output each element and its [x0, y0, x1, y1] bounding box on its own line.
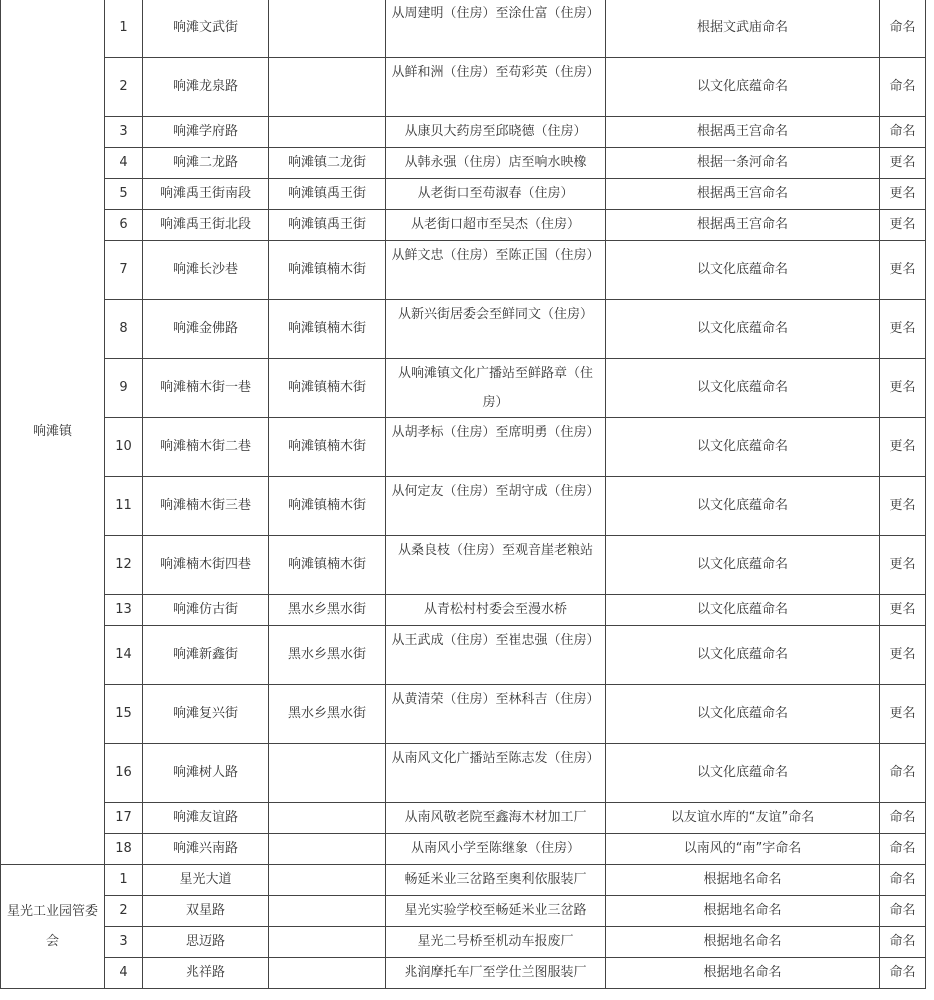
row-number-cell: 18	[105, 834, 143, 865]
naming-reason-cell: 以文化底蕴命名	[606, 744, 880, 803]
road-name-cell: 响滩树人路	[143, 744, 269, 803]
range-cell: 从老街口至苟淑春（住房）	[386, 179, 606, 210]
row-number-cell: 12	[105, 536, 143, 595]
naming-reason-cell: 以文化底蕴命名	[606, 626, 880, 685]
town-cell: 响滩镇	[1, 0, 105, 865]
road-name-cell: 响滩楠木街二巷	[143, 418, 269, 477]
road-name-cell: 响滩二龙路	[143, 148, 269, 179]
old-name-cell: 黑水乡黑水街	[269, 685, 386, 744]
range-cell: 从鲜文忠（住房）至陈正国（住房）	[386, 241, 606, 300]
action-type-cell: 命名	[880, 865, 926, 896]
table-row	[1, 117, 926, 148]
old-name-cell: 响滩镇楠木街	[269, 536, 386, 595]
road-name-cell: 响滩友谊路	[143, 803, 269, 834]
naming-reason-cell: 以南风的“南”字命名	[606, 834, 880, 865]
action-type-cell: 更名	[880, 595, 926, 626]
road-name-cell: 响滩新鑫街	[143, 626, 269, 685]
row-number-cell: 1	[105, 0, 143, 58]
road-name-cell: 响滩仿古街	[143, 595, 269, 626]
range-cell: 从青松村村委会至漫水桥	[386, 595, 606, 626]
table-row	[1, 0, 926, 58]
table-row	[1, 927, 926, 958]
action-type-cell: 更名	[880, 300, 926, 359]
action-type-cell: 更名	[880, 210, 926, 241]
road-name-cell: 响滩学府路	[143, 117, 269, 148]
range-cell: 从王武成（住房）至崔忠强（住房）	[386, 626, 606, 685]
table-row	[1, 896, 926, 927]
action-type-cell: 命名	[880, 896, 926, 927]
road-name-cell: 思迈路	[143, 927, 269, 958]
old-name-cell: 响滩镇二龙街	[269, 148, 386, 179]
table-row	[1, 536, 926, 595]
range-cell: 从老街口超市至吴杰（住房）	[386, 210, 606, 241]
old-name-cell	[269, 58, 386, 117]
action-type-cell: 更名	[880, 418, 926, 477]
old-name-cell: 响滩镇楠木街	[269, 359, 386, 418]
range-cell: 从胡孝标（住房）至席明勇（住房）	[386, 418, 606, 477]
old-name-cell	[269, 744, 386, 803]
table-row	[1, 58, 926, 117]
town-cell: 星光工业园管委会	[1, 865, 105, 989]
range-cell: 从康贝大药房至邱晓德（住房）	[386, 117, 606, 148]
row-number-cell: 9	[105, 359, 143, 418]
action-type-cell: 更名	[880, 241, 926, 300]
old-name-cell	[269, 117, 386, 148]
row-number-cell: 14	[105, 626, 143, 685]
action-type-cell: 更名	[880, 179, 926, 210]
road-name-cell: 响滩复兴街	[143, 685, 269, 744]
old-name-cell	[269, 0, 386, 58]
road-name-cell: 响滩楠木街三巷	[143, 477, 269, 536]
old-name-cell	[269, 865, 386, 896]
table-row	[1, 210, 926, 241]
old-name-cell: 响滩镇楠木街	[269, 477, 386, 536]
range-cell: 从桑良枝（住房）至观音崖老粮站	[386, 536, 606, 595]
row-number-cell: 16	[105, 744, 143, 803]
range-cell: 从南风敬老院至鑫海木材加工厂	[386, 803, 606, 834]
action-type-cell: 更名	[880, 626, 926, 685]
action-type-cell: 更名	[880, 685, 926, 744]
old-name-cell: 响滩镇楠木街	[269, 418, 386, 477]
row-number-cell: 17	[105, 803, 143, 834]
naming-reason-cell: 以文化底蕴命名	[606, 58, 880, 117]
range-cell: 从南风文化广播站至陈志发（住房）	[386, 744, 606, 803]
action-type-cell: 更名	[880, 148, 926, 179]
table-row	[1, 595, 926, 626]
road-name-cell: 响滩文武街	[143, 0, 269, 58]
action-type-cell: 命名	[880, 744, 926, 803]
range-cell: 从南风小学至陈继象（住房）	[386, 834, 606, 865]
table-row	[1, 744, 926, 803]
naming-reason-cell: 根据地名命名	[606, 958, 880, 989]
table-row	[1, 477, 926, 536]
action-type-cell: 命名	[880, 958, 926, 989]
action-type-cell: 命名	[880, 803, 926, 834]
range-cell: 从新兴街居委会至鲜同文（住房）	[386, 300, 606, 359]
road-name-cell: 响滩楠木街一巷	[143, 359, 269, 418]
range-cell: 畅延米业三岔路至奥利依服装厂	[386, 865, 606, 896]
row-number-cell: 8	[105, 300, 143, 359]
row-number-cell: 2	[105, 58, 143, 117]
old-name-cell: 响滩镇禹王街	[269, 179, 386, 210]
range-cell: 从响滩镇文化广播站至鲜路章（住房）	[386, 359, 606, 418]
action-type-cell: 更名	[880, 477, 926, 536]
road-name-cell: 星光大道	[143, 865, 269, 896]
range-cell: 兆润摩托车厂至学仕兰图服装厂	[386, 958, 606, 989]
range-cell: 从韩永强（住房）店至响水映橡	[386, 148, 606, 179]
road-name-cell: 响滩金佛路	[143, 300, 269, 359]
row-number-cell: 3	[105, 117, 143, 148]
naming-reason-cell: 以文化底蕴命名	[606, 536, 880, 595]
table-row	[1, 179, 926, 210]
table-row	[1, 418, 926, 477]
old-name-cell	[269, 803, 386, 834]
naming-reason-cell: 以文化底蕴命名	[606, 685, 880, 744]
naming-reason-cell: 根据文武庙命名	[606, 0, 880, 58]
action-type-cell: 命名	[880, 0, 926, 58]
row-number-cell: 7	[105, 241, 143, 300]
old-name-cell: 响滩镇楠木街	[269, 300, 386, 359]
old-name-cell	[269, 834, 386, 865]
old-name-cell	[269, 896, 386, 927]
range-cell: 星光实验学校至畅延米业三岔路	[386, 896, 606, 927]
old-name-cell: 响滩镇楠木街	[269, 241, 386, 300]
table-row	[1, 958, 926, 989]
row-number-cell: 6	[105, 210, 143, 241]
table-row	[1, 148, 926, 179]
old-name-cell: 黑水乡黑水街	[269, 626, 386, 685]
row-number-cell: 4	[105, 958, 143, 989]
range-cell: 从周建明（住房）至涂仕富（住房）	[386, 0, 606, 58]
action-type-cell: 更名	[880, 359, 926, 418]
naming-reason-cell: 根据地名命名	[606, 927, 880, 958]
action-type-cell: 命名	[880, 927, 926, 958]
road-name-cell: 响滩兴南路	[143, 834, 269, 865]
table-row	[1, 834, 926, 865]
road-name-cell: 响滩龙泉路	[143, 58, 269, 117]
naming-reason-cell: 以文化底蕴命名	[606, 595, 880, 626]
range-cell: 从黄清荣（住房）至林科吉（住房）	[386, 685, 606, 744]
old-name-cell: 响滩镇禹王街	[269, 210, 386, 241]
row-number-cell: 1	[105, 865, 143, 896]
naming-reason-cell: 根据地名命名	[606, 896, 880, 927]
naming-reason-cell: 根据禹王宫命名	[606, 117, 880, 148]
table-row	[1, 359, 926, 418]
naming-reason-cell: 根据地名命名	[606, 865, 880, 896]
row-number-cell: 4	[105, 148, 143, 179]
road-name-cell: 响滩长沙巷	[143, 241, 269, 300]
road-name-cell: 兆祥路	[143, 958, 269, 989]
naming-reason-cell: 根据禹王宫命名	[606, 210, 880, 241]
table-row	[1, 803, 926, 834]
old-name-cell	[269, 927, 386, 958]
road-name-cell: 响滩禹王街北段	[143, 210, 269, 241]
naming-reason-cell: 以文化底蕴命名	[606, 241, 880, 300]
action-type-cell: 更名	[880, 536, 926, 595]
old-name-cell	[269, 958, 386, 989]
naming-reason-cell: 以文化底蕴命名	[606, 300, 880, 359]
road-name-cell: 响滩禹王街南段	[143, 179, 269, 210]
action-type-cell: 命名	[880, 834, 926, 865]
road-name-cell: 双星路	[143, 896, 269, 927]
action-type-cell: 命名	[880, 58, 926, 117]
table-row	[1, 241, 926, 300]
road-name-cell: 响滩楠木街四巷	[143, 536, 269, 595]
row-number-cell: 10	[105, 418, 143, 477]
row-number-cell: 11	[105, 477, 143, 536]
naming-reason-cell: 根据一条河命名	[606, 148, 880, 179]
old-name-cell: 黑水乡黑水街	[269, 595, 386, 626]
naming-reason-cell: 以文化底蕴命名	[606, 359, 880, 418]
range-cell: 从何定友（住房）至胡守成（住房）	[386, 477, 606, 536]
table-body	[1, 0, 926, 989]
naming-reason-cell: 以文化底蕴命名	[606, 418, 880, 477]
naming-reason-cell: 以文化底蕴命名	[606, 477, 880, 536]
naming-reason-cell: 根据禹王宫命名	[606, 179, 880, 210]
range-cell: 从鲜和洲（住房）至苟彩英（住房）	[386, 58, 606, 117]
naming-reason-cell: 以友谊水库的“友谊”命名	[606, 803, 880, 834]
range-cell: 星光二号桥至机动车报废厂	[386, 927, 606, 958]
table-row	[1, 626, 926, 685]
table-row	[1, 300, 926, 359]
row-number-cell: 2	[105, 896, 143, 927]
row-number-cell: 13	[105, 595, 143, 626]
row-number-cell: 5	[105, 179, 143, 210]
table-row	[1, 865, 926, 896]
action-type-cell: 命名	[880, 117, 926, 148]
row-number-cell: 3	[105, 927, 143, 958]
row-number-cell: 15	[105, 685, 143, 744]
table-row	[1, 685, 926, 744]
